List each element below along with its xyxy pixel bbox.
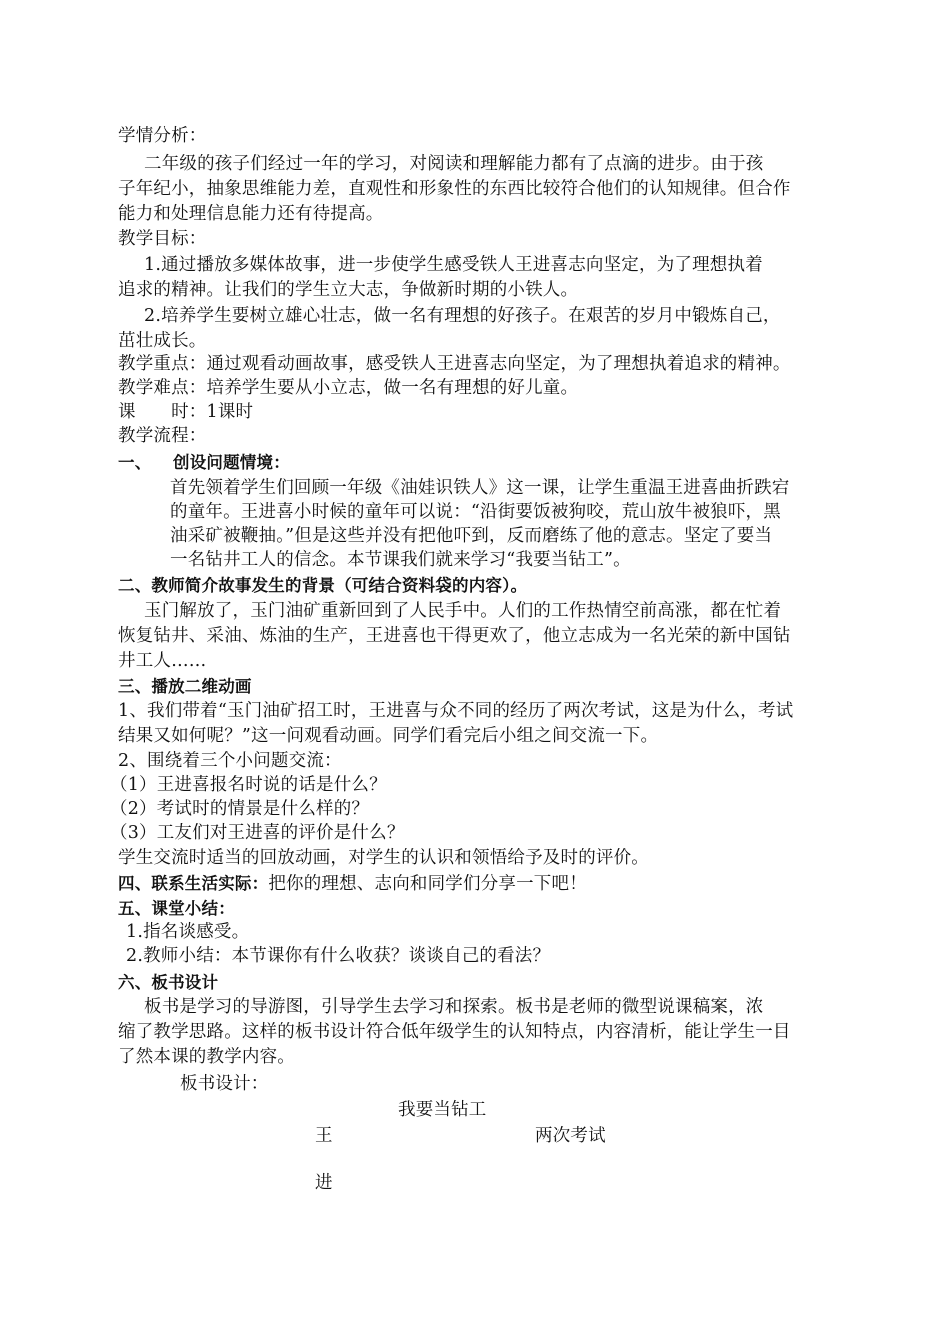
lesson-time: 课 时：1课时 — [118, 402, 254, 422]
flow-heading: 教学流程： — [118, 426, 207, 446]
board-left-2: 进 — [315, 1173, 333, 1193]
analysis-heading: 学情分析： — [118, 126, 207, 146]
section5-heading: 五、课堂小结： — [118, 899, 235, 918]
section6-line: 了然本课的教学内容。 — [118, 1047, 295, 1067]
section2-line: 井工人…… — [118, 651, 207, 671]
key-point: 教学重点：通过观看动画故事，感受铁人王进喜志向坚定，为了理想执着追求的精神。 — [118, 354, 791, 374]
goals-heading: 教学目标： — [118, 229, 207, 249]
section3-question: （3）工友们对王进喜的评价是什么？ — [110, 823, 405, 843]
goals-line: 2.培养学生要树立雄心壮志，做一名有理想的好孩子。在艰苦的岁月中锻炼自己， — [144, 306, 781, 326]
section1-line: 油采矿被鞭抽。”但是这些并没有把他吓到，反而磨练了他的意志。坚定了要当 — [170, 526, 773, 546]
board-right-1: 两次考试 — [535, 1126, 606, 1146]
section3-question: （1）王进喜报名时说的话是什么？ — [110, 775, 387, 795]
section6-heading: 六、板书设计 — [118, 973, 219, 992]
difficult-point: 教学难点：培养学生要从小立志，做一名有理想的好儿童。 — [118, 378, 579, 398]
section4 — [118, 871, 587, 897]
section3-heading: 三、播放二维动画 — [118, 677, 252, 696]
section2-line: 玉门解放了，玉门油矿重新回到了人民手中。人们的工作热情空前高涨，都在忙着 — [144, 601, 782, 621]
section3-line: 学生交流时适当的回放动画，对学生的认识和领悟给予及时的评价。 — [118, 848, 649, 868]
goals-line: 茁壮成长。 — [118, 331, 207, 351]
section4-heading: 四、联系生活实际： — [118, 874, 269, 893]
analysis-line: 能力和处理信息能力还有待提高。 — [118, 204, 384, 224]
section1-number: 一、 — [118, 453, 152, 472]
analysis-line: 子年纪小，抽象思维能力差，直观性和形象性的东西比较符合他们的认知规律。但合作 — [118, 179, 791, 199]
section3-question: （2）考试时的情景是什么样的？ — [110, 799, 370, 819]
section4-text: 把你的理想、志向和同学们分享一下吧！ — [268, 874, 587, 894]
section5-line: 1.指名谈感受。 — [126, 922, 250, 942]
section1-heading — [118, 450, 290, 475]
board-title: 我要当钻工 — [398, 1100, 487, 1120]
section3-line: 1、我们带着“玉门油矿招工时，王进喜与众不同的经历了两次考试，这是为什么，考试 — [118, 701, 794, 721]
section2-line: 恢复钻井、采油、炼油的生产，王进喜也干得更欢了，他立志成为一名光荣的新中国钻 — [118, 626, 791, 646]
section3-line: 结果又如何呢？”这一问观看动画。同学们看完后小组之间交流一下。 — [118, 726, 659, 746]
section2-heading: 二、教师简介故事发生的背景（可结合资料袋的内容）。 — [118, 576, 528, 595]
analysis-line: 二年级的孩子们经过一年的学习，对阅读和理解能力都有了点滴的进步。由于孩 — [144, 154, 764, 174]
section1-line: 一名钻井工人的信念。本节课我们就来学习“我要当钻工”。 — [170, 550, 631, 570]
section1-line: 首先领着学生们回顾一年级《油娃识铁人》这一课，让学生重温王进喜曲折跌宕 — [170, 478, 790, 498]
section1-line: 的童年。王进喜小时候的童年可以说：“沿街要饭被狗咬，荒山放牛被狼吓，黑 — [170, 502, 781, 522]
section3-line: 2、围绕着三个小问题交流： — [118, 751, 342, 771]
section5-line: 2.教师小结：本节课你有什么收获？谈谈自己的看法？ — [126, 946, 551, 966]
goals-line: 追求的精神。让我们的学生立大志，争做新时期的小铁人。 — [118, 280, 579, 300]
board-label: 板书设计： — [180, 1074, 269, 1094]
section6-line: 缩了教学思路。这样的板书设计符合低年级学生的认知特点，内容清析，能让学生一目 — [118, 1022, 791, 1042]
section1-title: 创设问题情境： — [173, 453, 290, 472]
section6-line: 板书是学习的导游图，引导学生去学习和探索。板书是老师的微型说课稿案，浓 — [144, 997, 764, 1017]
board-left-1: 王 — [315, 1126, 333, 1146]
goals-line: 1.通过播放多媒体故事，进一步使学生感受铁人王进喜志向坚定，为了理想执着 — [144, 255, 763, 275]
